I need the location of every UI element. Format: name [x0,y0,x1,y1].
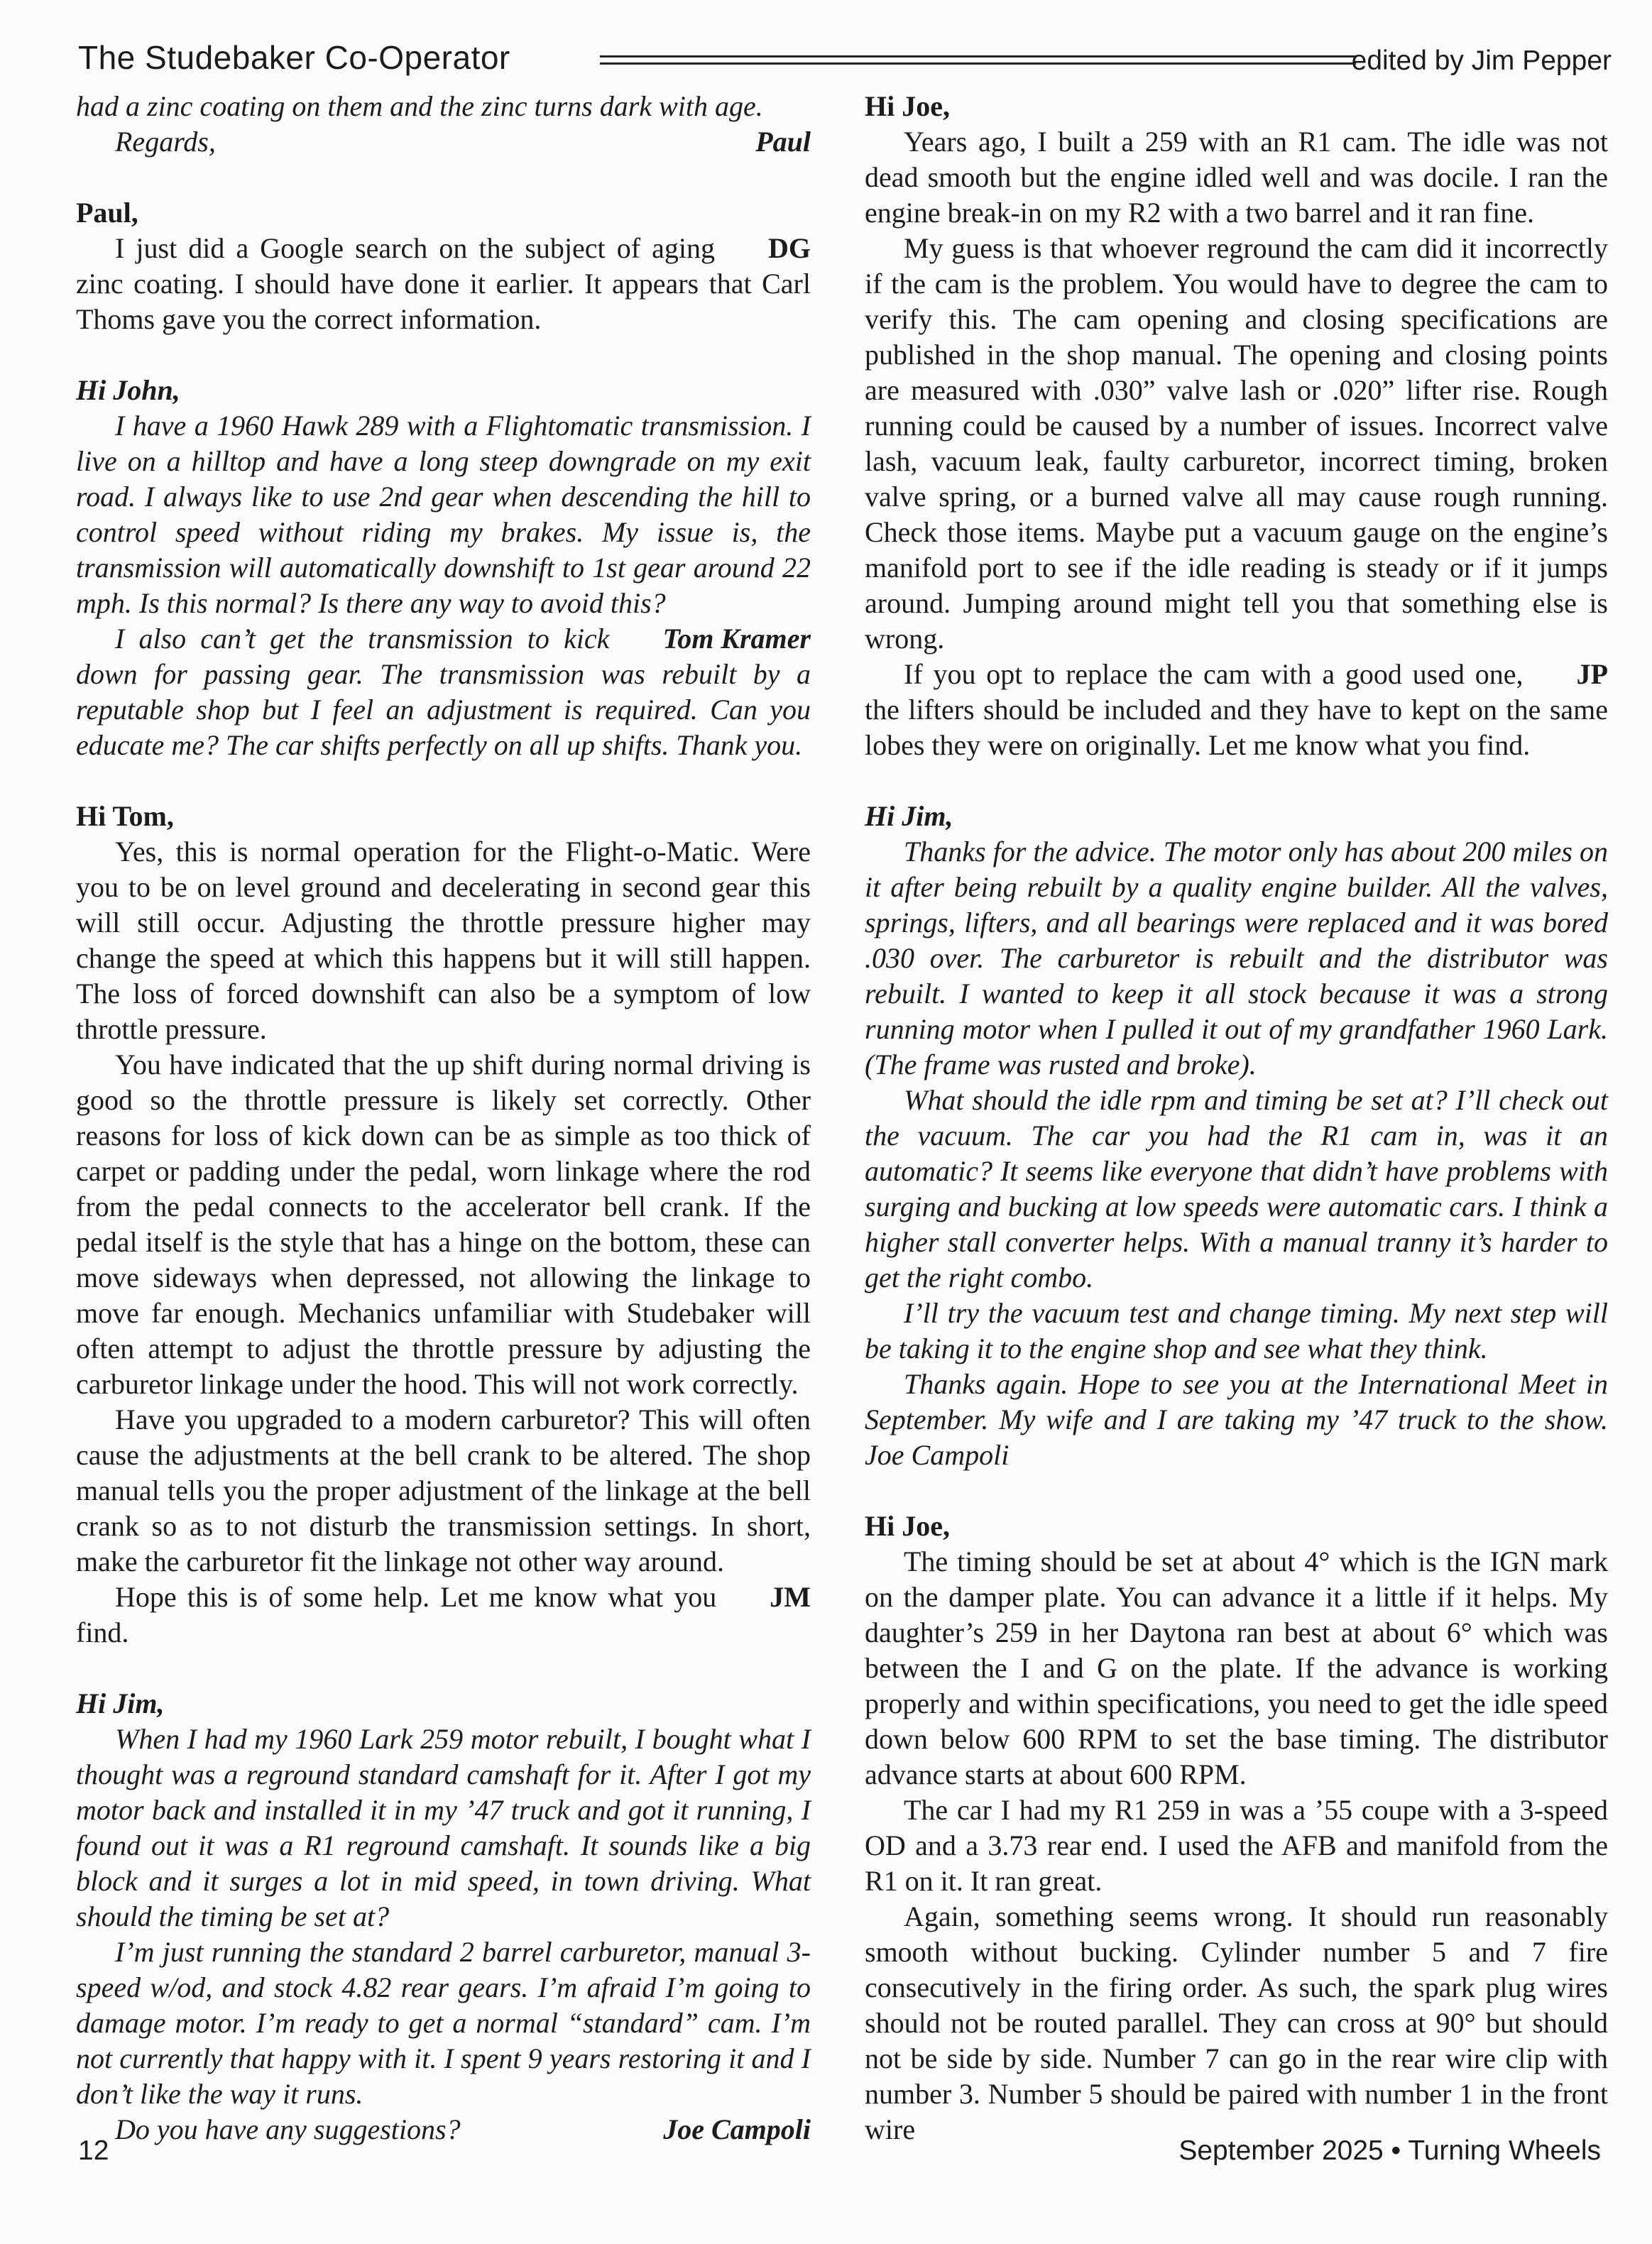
left-column [76,89,811,2183]
paragraph-text: If you opt to replace the cam with a good used one, the lifters should be included and they have to kept on the same lobes they were on originally. Let me know what you find. [865,658,1608,761]
letter-paragraph [865,1367,1608,1473]
letter-signature: JM [770,1581,811,1613]
letter-paragraph [76,2112,811,2147]
letter-paragraph [76,1934,811,2112]
letter-paragraph [865,1899,1608,2147]
header-rule [600,55,1356,65]
letter-paragraph [76,1580,811,1651]
letter-signature: DG [768,232,811,264]
letter-paragraph [76,834,811,1047]
letter-paragraph [76,621,811,763]
paragraph-text: I just did a Google search on the subject of aging zinc coating. I should have done it earlier. It appears that Carl Thoms gave you the correct information. [76,232,811,335]
paragraph-text: I have a 1960 Hawk 289 with a Flightomatic transmission. I live on a hilltop and have a long steep downgrade on my exit road. I always like to use 2nd gear when descending the hill to control speed without riding my brakes. My issue is, the transmission will automatically downshift to 1st gear around 22 mph. Is this normal? Is there any way to avoid this? [76,410,811,619]
paragraph-text: Regards, [115,126,216,158]
paragraph-text: The timing should be set at about 4° which is the IGN mark on the damper plate. You can advance it a little if it helps. My daughter’s 259 in her Daytona ran best at about 6° which was between the I and G on the plate. If the advance is working properly and within specifications, you need to get the idle speed down below 600 RPM to set the base timing. The distributor advance starts at about 600 RPM. [865,1545,1608,1790]
letter-block [76,195,811,337]
letter-signature: Paul [755,126,811,158]
letter-paragraph [865,1083,1608,1296]
paragraph-text: Years ago, I built a 259 with an R1 cam. The idle was not dead smooth but the engine idled well and was docile. I ran the engine break-in on my R2 with a two barrel and it ran fine. [865,126,1608,229]
letter-paragraph [865,124,1608,231]
letter-block [865,1509,1608,2147]
letter-block [76,1686,811,2147]
paragraph-text: Do you have any suggestions? [115,2113,461,2145]
letter-salutation: Paul, [76,197,138,229]
letter-paragraph [76,408,811,621]
right-column [865,89,1608,2183]
letter-salutation: Hi Jim, [865,800,953,832]
letter-paragraph [76,124,811,160]
column-title: The Studebaker Co-Operator [78,39,510,76]
letter-paragraph [865,1296,1608,1367]
paragraph-text: I also can’t get the transmission to kick down for passing gear. The transmission was rebuilt by a reputable shop but I feel an adjustment is required. Can you educate me? The car shifts perfectly on all up shifts. Thank you. [76,623,811,761]
paragraph-text: Yes, this is normal operation for the Flight-o-Matic. Were you to be on level ground and decelerating in second gear this will still occur. Adjusting the throttle pressure higher may change the speed at which this happens but it will still happen. The loss of forced downshift can also be a symptom of low throttle pressure. [76,836,811,1045]
letter-paragraph [76,1402,811,1580]
letter-paragraph [865,231,1608,657]
letter-block [76,799,811,1651]
letter-salutation: Hi Joe, [865,1510,950,1542]
letter-paragraph [76,1722,811,1934]
letter-salutation: Hi Joe, [865,90,950,122]
page-header [78,34,1612,84]
letter-paragraph [865,1544,1608,1793]
paragraph-text: Thanks for the advice. The motor only has about 200 miles on it after being rebuilt by a quality engine builder. All the valves, springs, lifters, and all bearings were replaced and it was bored .030 over. The carburetor is rebuilt and the distributor was rebuilt. I wanted to keep it all stock because it was a strong running motor when I pulled it out of my grandfather 1960 Lark.(The frame was rusted and broke). [865,836,1608,1080]
letter-paragraph [76,1047,811,1402]
paragraph-text: Have you upgraded to a modern carburetor? This will often cause the adjustments at the bell crank to be altered. The shop manual tells you the proper adjustment of the linkage at the bell crank so as to not disturb the transmission settings. In short, make the carburetor fit the linkage not other way around. [76,1403,811,1577]
paragraph-text: What should the idle rpm and timing be set at? I’ll check out the vacuum. The car you had the R1 cam in, was it an automatic? It seems like everyone that didn’t have problems with surging and bucking at low speeds were automatic cars. I think a higher stall converter helps. With a manual tranny it’s harder to get the right combo. [865,1084,1608,1293]
letter-block [865,799,1608,1473]
letter-signature: Joe Campoli [663,2113,811,2145]
paragraph-text: I’ll try the vacuum test and change timing. My next step will be taking it to the engine shop and see what they think. [865,1297,1608,1364]
letter-paragraph [76,231,811,337]
paragraph-text: I’m just running the standard 2 barrel carburetor, manual 3-speed w/od, and stock 4.82 rear gears. I’m afraid I’m going to damage motor. I’m ready to get a normal “standard” cam. I’m not currently that happy with it. I spent 9 years restoring it and I don’t like the way it runs. [76,1936,811,2110]
letter-paragraph [865,1793,1608,1899]
letter-block [76,89,811,160]
paragraph-text: Hope this is of some help. Let me know what you find. [76,1581,717,1648]
page-number: 12 [78,2135,109,2166]
letter-salutation: Hi John, [76,374,180,406]
paragraph-text: had a zinc coating on them and the zinc turns dark with age. [76,90,763,122]
letter-paragraph [865,657,1608,763]
letter-block [76,373,811,763]
letter-salutation: Hi Tom, [76,800,174,832]
paragraph-text: My guess is that whoever reground the cam did it incorrectly if the cam is the problem. You would have to degree the cam to verify this. The cam opening and closing specifications are published in the shop manual. The opening and closing points are measured with .030” valve lash or .020” lifter rise. Rough running could be caused by a number of issues. Incorrect valve lash, vacuum leak, faulty carburetor, incorrect timing, broken valve spring, or a burned valve all may cause rough running. Check those items. Maybe put a vacuum gauge on the engine’s manifold port to see if the idle reading is steady or if it jumps around. Jumping around might tell you that something else is wrong. [865,232,1608,655]
paragraph-text: When I had my 1960 Lark 259 motor rebuilt, I bought what I thought was a reground standard camshaft for it. After I got my motor back and installed it in my ’47 truck and got it running, I found out it was a R1 reground camshaft. It sounds like a big block and it surges a lot in mid speed, in town driving. What should the timing be set at? [76,1723,811,1932]
letter-signature: JP [1576,658,1608,690]
paragraph-text: Thanks again. Hope to see you at the International Meet in September. My wife and I are taking my ’47 truck to the show. Joe Campoli [865,1368,1608,1471]
column-editor: edited by Jim Pepper [1351,45,1612,76]
letter-paragraph [865,834,1608,1083]
letter-salutation: Hi Jim, [76,1687,165,1719]
letter-block [865,89,1608,763]
paragraph-text: Again, something seems wrong. It should run reasonably smooth without bucking. Cylinder number 5 and 7 fire consecutively in the firing order. As such, the spark plug wires should not be routed parallel. They can cross at 90° but should not be side by side. Number 7 can go in the rear wire clip with number 3. Number 5 should be paired with number 1 in the front wire [865,1900,1608,2145]
letter-paragraph [76,89,811,124]
letter-signature: Tom Kramer [662,623,811,655]
paragraph-text: You have indicated that the up shift during normal driving is good so the throttle pressure is likely set correctly. Other reasons for loss of kick down can be as simple as too thick of carpet or padding under the pedal, worn linkage where the rod from the pedal connects to the accelerator bell crank. If the pedal itself is the style that has a hinge on the bottom, these can move sideways when depressed, not allowing the linkage to move far enough. Mechanics unfamiliar with Studebaker will often attempt to adjust the throttle pressure by adjusting the carburetor linkage under the hood. This will not work correctly. [76,1049,811,1400]
issue-line: September 2025 • Turning Wheels [1178,2135,1601,2166]
paragraph-text: The car I had my R1 259 in was a ’55 coupe with a 3-speed OD and a 3.73 rear end. I used the AFB and manifold from the R1 on it. It ran great. [865,1794,1608,1897]
